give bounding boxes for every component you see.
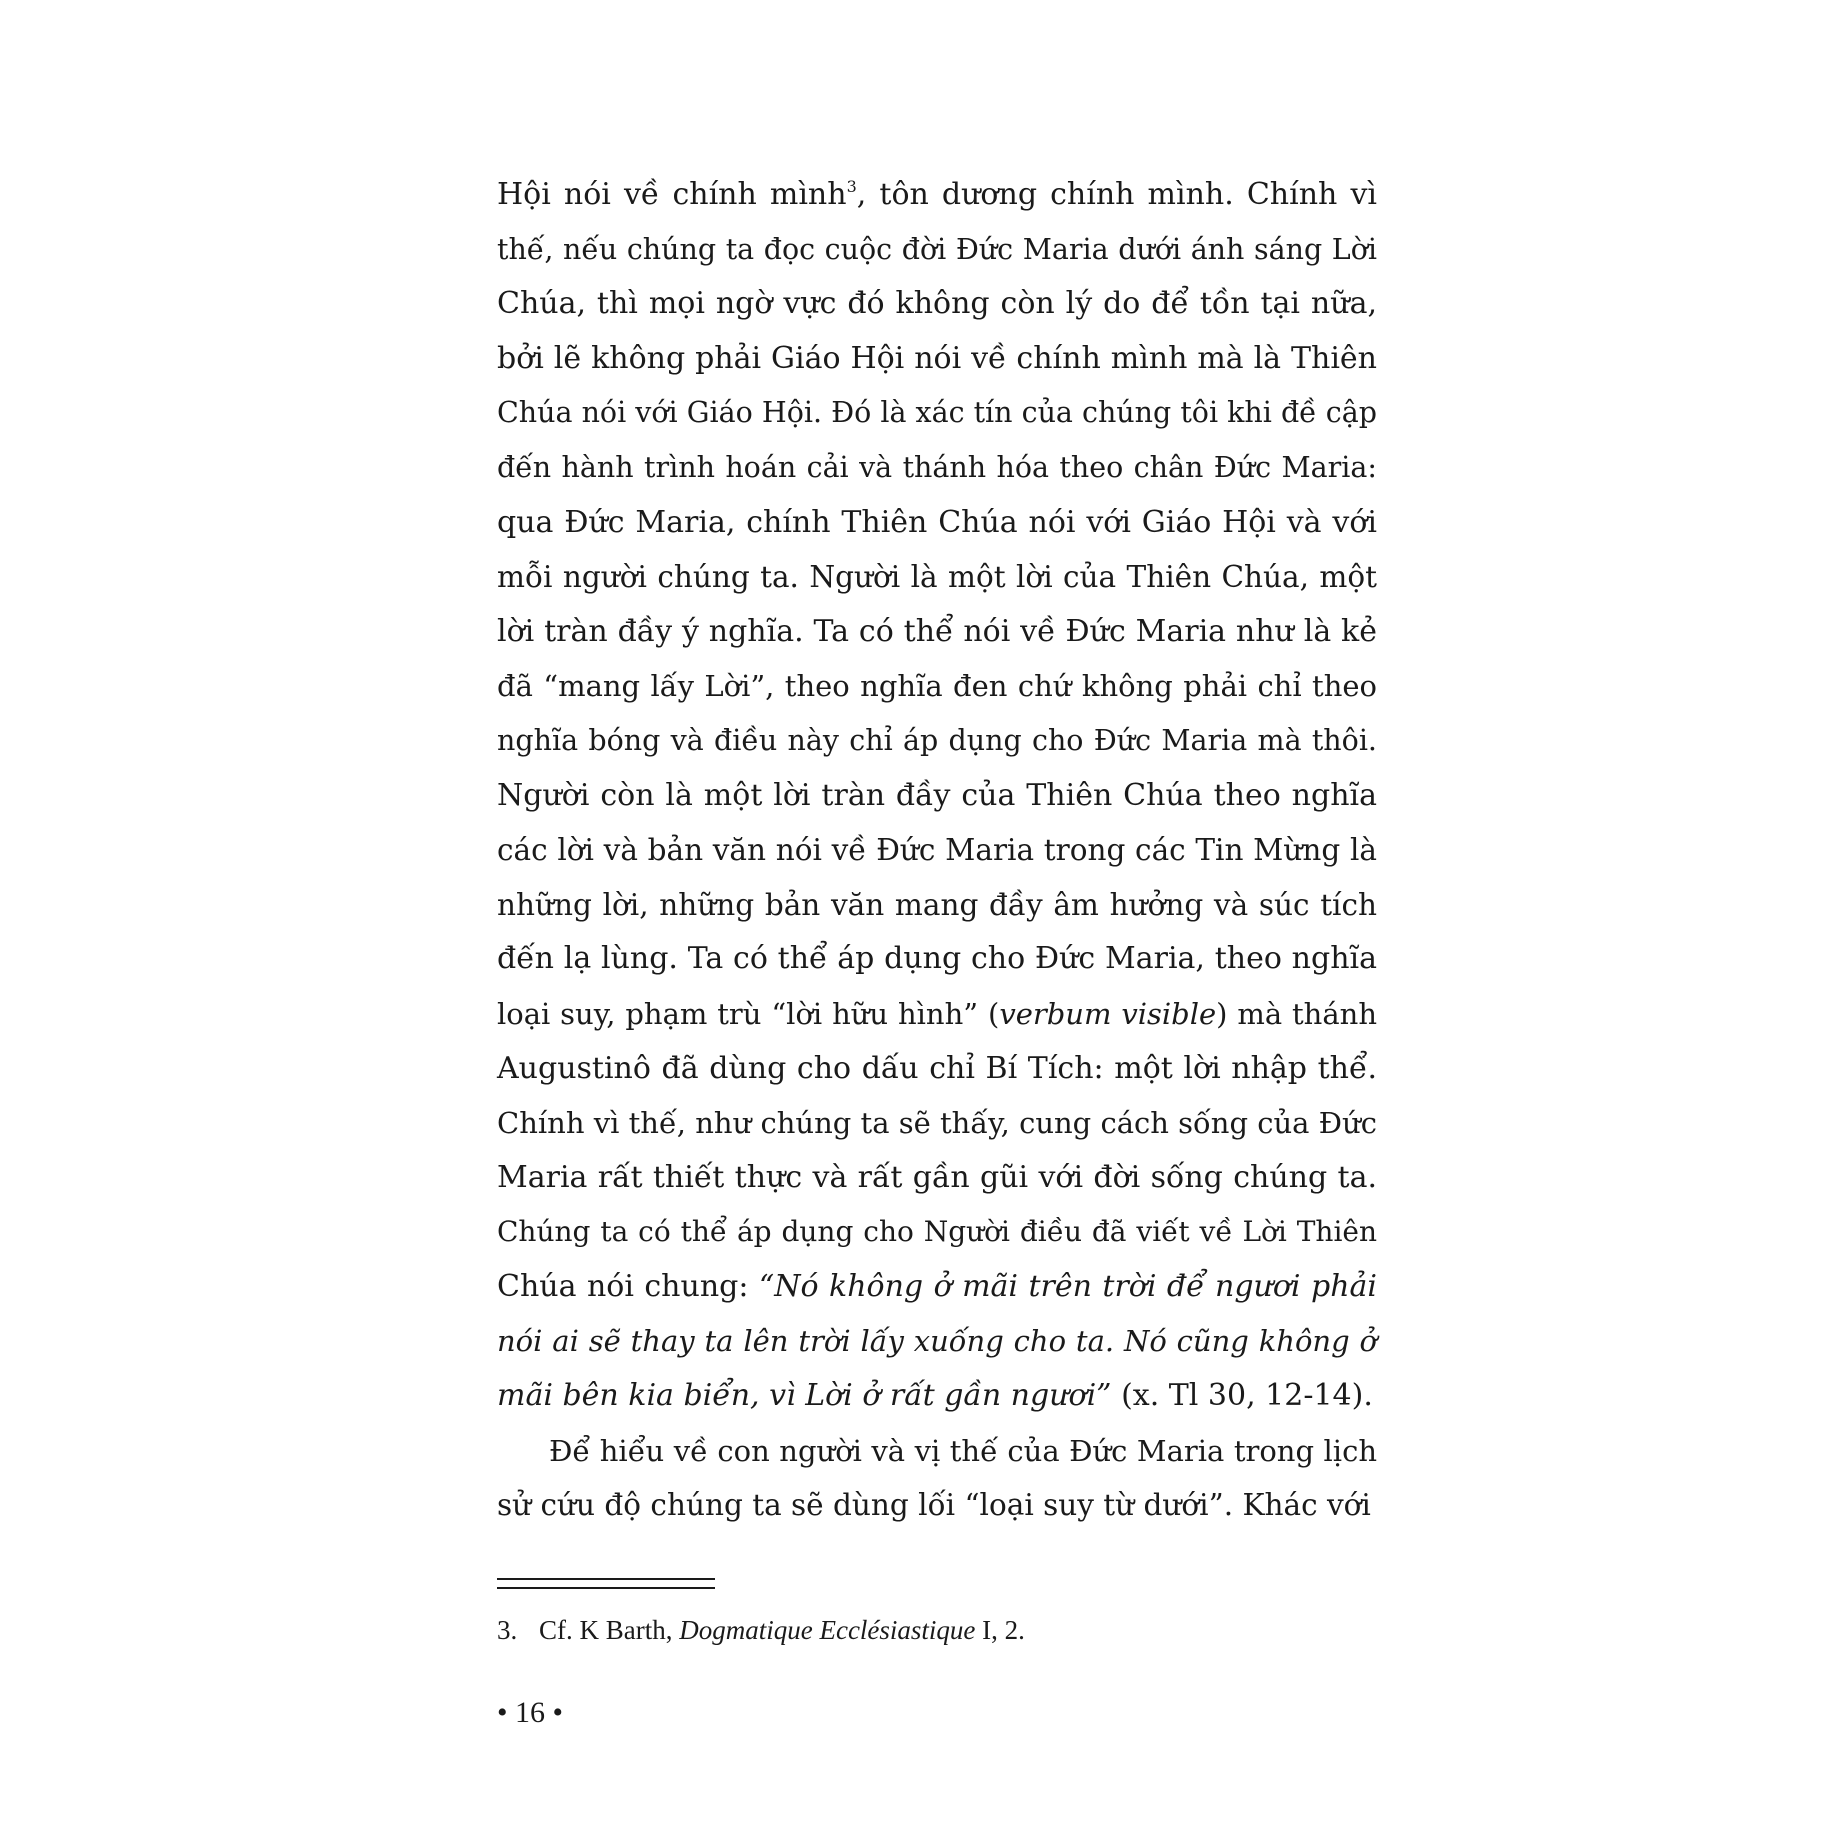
footnote-separator bbox=[497, 1578, 715, 1589]
text-line bbox=[497, 987, 1377, 1042]
text-line bbox=[497, 1096, 1377, 1151]
text-segment: Người còn là một lời tràn đầy của Thiên Chúa theo nghĩa bbox=[497, 777, 1377, 813]
text-segment: Chúa nói chung: bbox=[497, 1268, 759, 1304]
text-segment: loại suy, phạm trù “lời hữu hình” ( bbox=[497, 996, 1000, 1031]
text-segment: , tôn dương chính mình. Chính vì bbox=[856, 177, 1377, 212]
text-line bbox=[497, 1151, 1377, 1206]
text-line bbox=[497, 1314, 1377, 1369]
footnote-title: Dogmatique Ecclésiastique bbox=[679, 1615, 976, 1645]
text-line bbox=[497, 878, 1377, 933]
page-number: • 16 • bbox=[497, 1696, 564, 1729]
text-segment: những lời, những bản văn mang đầy âm hưởng và súc tích bbox=[497, 887, 1377, 922]
text-segment: Chúng ta có thể áp dụng cho Người điều đã viết về Lời Thiên bbox=[497, 1215, 1377, 1249]
text-segment: thế, nếu chúng ta đọc cuộc đời Đức Maria dưới ánh sáng Lời bbox=[497, 232, 1377, 266]
text-line bbox=[497, 386, 1377, 441]
text-line bbox=[497, 605, 1377, 660]
text-line bbox=[497, 277, 1377, 332]
text-line bbox=[497, 1205, 1377, 1260]
text-segment: Chúa nói với Giáo Hội. Đó là xác tín của chúng tôi khi đề cập bbox=[497, 396, 1377, 430]
text-line bbox=[497, 1424, 1377, 1479]
text-segment: đã “mang lấy Lời”, theo nghĩa đen chứ không phải chỉ theo bbox=[497, 669, 1377, 704]
text-line bbox=[497, 714, 1377, 769]
body-text bbox=[497, 168, 1377, 1533]
italic-text: verbum visible bbox=[999, 996, 1217, 1031]
text-segment: Hội nói về chính mình bbox=[497, 177, 847, 212]
footnote bbox=[497, 1612, 1025, 1648]
text-segment: các lời và bản văn nói về Đức Maria trong các Tin Mừng là bbox=[497, 833, 1377, 868]
footnote-suffix: I, 2. bbox=[975, 1615, 1025, 1645]
footnote-reference: 3 bbox=[846, 177, 857, 196]
text-line bbox=[497, 441, 1377, 496]
text-line bbox=[497, 823, 1377, 878]
italic-text: mãi bên kia biển, vì Lời ở rất gần ngươi” bbox=[497, 1378, 1112, 1414]
text-segment: qua Đức Maria, chính Thiên Chúa nói với Giáo Hội và với bbox=[497, 504, 1377, 540]
text-segment: Maria rất thiết thực và rất gần gũi với đời sống chúng ta. bbox=[497, 1159, 1377, 1195]
text-segment: mỗi người chúng ta. Người là một lời của Thiên Chúa, một bbox=[497, 560, 1377, 595]
text-line bbox=[497, 332, 1377, 387]
text-line bbox=[497, 223, 1377, 278]
text-segment: sử cứu độ chúng ta sẽ dùng lối “loại suy từ dưới”. Khác với bbox=[497, 1488, 1371, 1523]
text-segment: Chính vì thế, như chúng ta sẽ thấy, cung cách sống của Đức bbox=[497, 1106, 1377, 1141]
footnote-prefix: Cf. K Barth, bbox=[539, 1615, 680, 1645]
footnote-number: 3. bbox=[497, 1615, 518, 1645]
text-segment: đến hành trình hoán cải và thánh hóa theo chân Đức Maria: bbox=[497, 450, 1377, 484]
text-segment: Để hiểu về con người và vị thế của Đức Maria trong lịch bbox=[549, 1433, 1377, 1468]
text-segment: ) mà thánh bbox=[1216, 996, 1378, 1031]
text-line bbox=[497, 168, 1377, 223]
text-segment: Chúa, thì mọi ngờ vực đó không còn lý do để tồn tại nữa, bbox=[497, 286, 1377, 322]
italic-text: nói ai sẽ thay ta lên trời lấy xuống cho ta. Nó cũng không ở bbox=[497, 1324, 1377, 1359]
text-segment: bởi lẽ không phải Giáo Hội nói về chính mình mà là Thiên bbox=[497, 340, 1377, 376]
text-line bbox=[497, 932, 1377, 987]
text-segment: nghĩa bóng và điều này chỉ áp dụng cho Đức Maria mà thôi. bbox=[497, 723, 1377, 757]
text-line bbox=[497, 496, 1377, 551]
text-line bbox=[497, 1042, 1377, 1097]
text-segment: Augustinô đã dùng cho dấu chỉ Bí Tích: một lời nhập thể. bbox=[497, 1050, 1377, 1086]
text-line bbox=[497, 659, 1377, 714]
text-segment: đến lạ lùng. Ta có thể áp dụng cho Đức Maria, theo nghĩa bbox=[497, 941, 1377, 977]
text-line bbox=[497, 1478, 1377, 1533]
text-line bbox=[497, 769, 1377, 824]
text-segment: (x. Tl 30, 12-14). bbox=[1111, 1378, 1373, 1414]
text-line bbox=[497, 1260, 1377, 1315]
text-line bbox=[497, 550, 1377, 605]
italic-text: “Nó không ở mãi trên trời để ngươi phải bbox=[758, 1268, 1377, 1304]
text-line bbox=[497, 1369, 1377, 1424]
text-segment: lời tràn đầy ý nghĩa. Ta có thể nói về Đức Maria như là kẻ bbox=[497, 613, 1377, 649]
